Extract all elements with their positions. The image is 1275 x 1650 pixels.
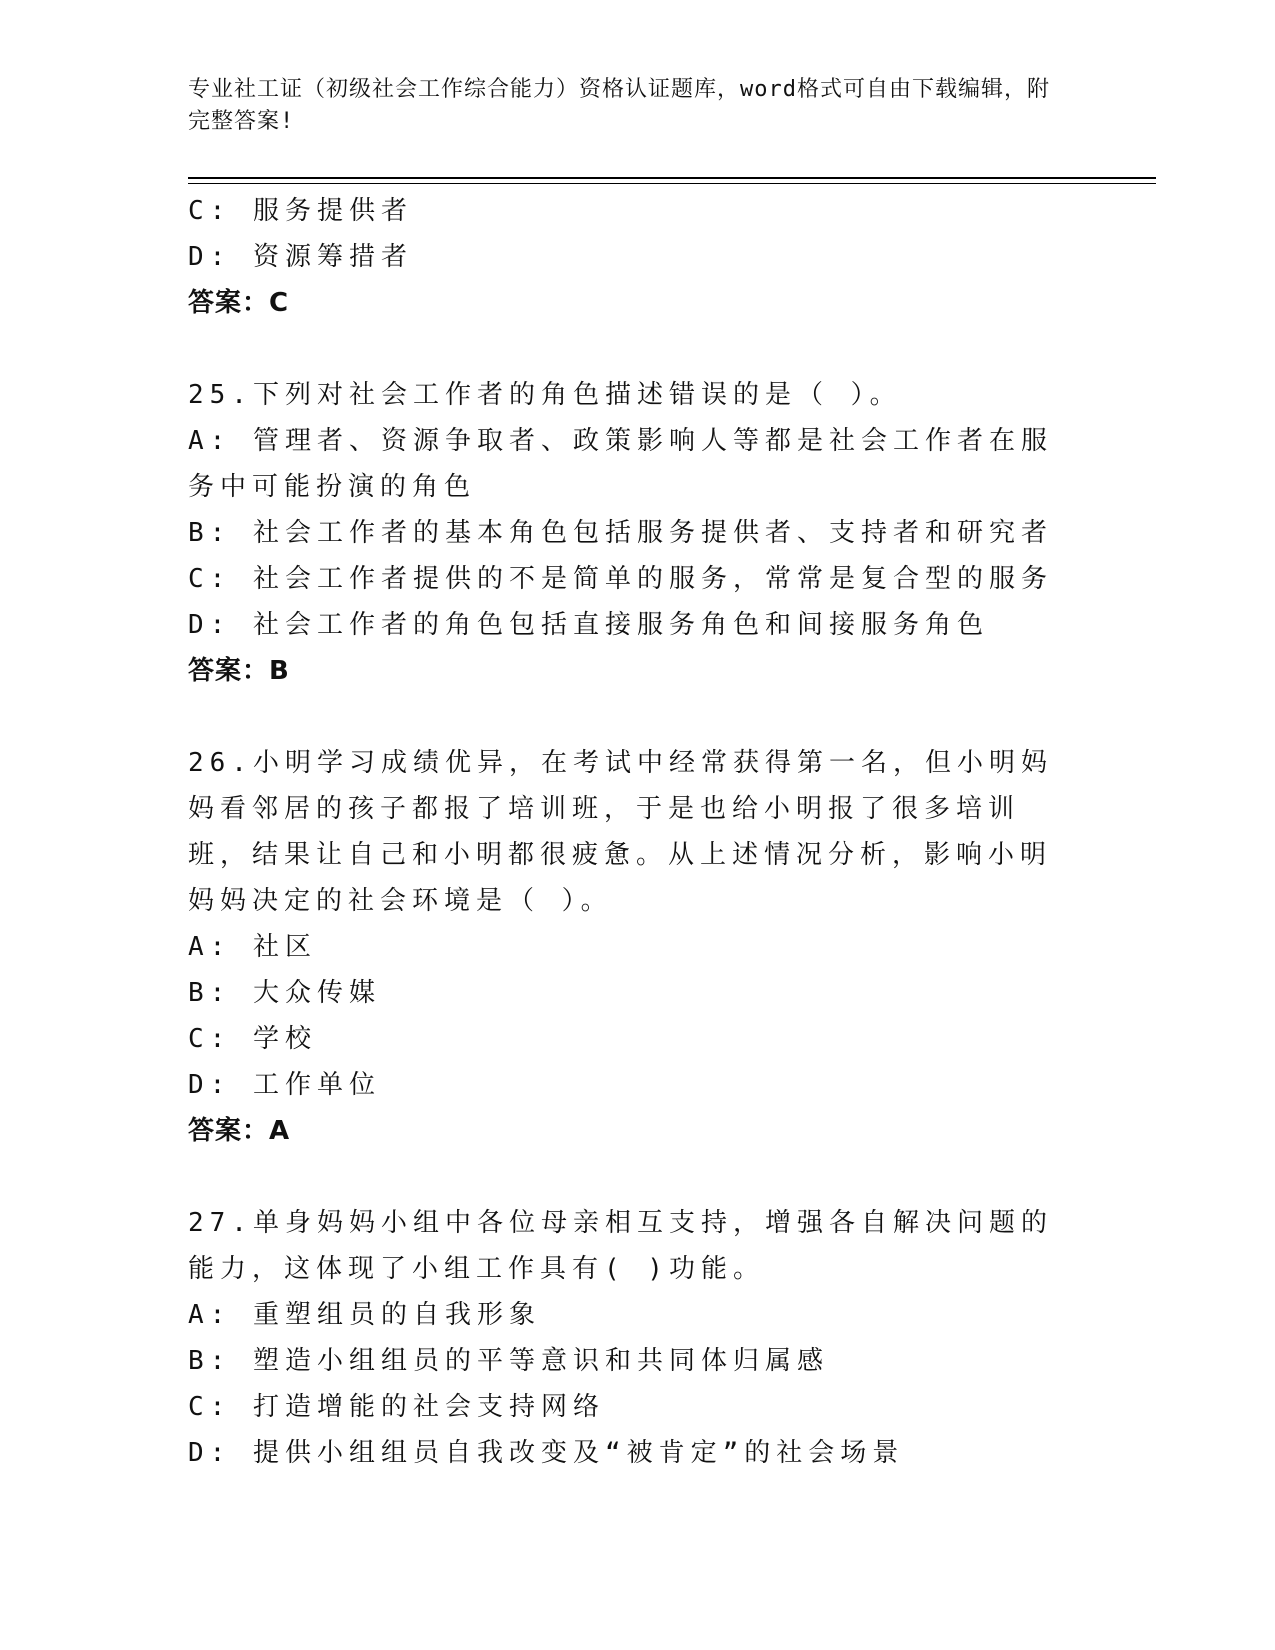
spacer bbox=[188, 1154, 1088, 1200]
option-b: B: 大众传媒 bbox=[188, 978, 381, 1008]
option-d: D: 提供小组组员自我改变及“被肯定”的社会场景 bbox=[188, 1438, 905, 1468]
answer-label: 答案：C bbox=[188, 288, 290, 318]
question-27 bbox=[188, 1200, 1088, 1476]
header-rule-bottom bbox=[188, 183, 1156, 184]
question-24-tail bbox=[188, 188, 1088, 326]
question-stem: 26.小明学习成绩优异，在考试中经常获得第一名，但小明妈妈看邻居的孩子都报了培训班，于是也给小明报了很多培训班，结果让自己和小明都很疲惫。从上述情况分析，影响小明妈妈决定的社会环境是（ ）。 bbox=[188, 748, 1053, 916]
question-stem: 27.单身妈妈小组中各位母亲相互支持，增强各自解决问题的能力，这体现了小组工作具有( )功能。 bbox=[188, 1208, 1053, 1284]
page-header bbox=[188, 74, 1068, 138]
option-a: A: 管理者、资源争取者、政策影响人等都是社会工作者在服务中可能扮演的角色 bbox=[188, 426, 1053, 502]
question-stem: 25.下列对社会工作者的角色描述错误的是（ ）。 bbox=[188, 380, 902, 410]
answer-label: 答案：B bbox=[188, 656, 290, 686]
spacer bbox=[188, 326, 1088, 372]
option-b: B: 塑造小组组员的平等意识和共同体归属感 bbox=[188, 1346, 829, 1376]
header-rule-top bbox=[188, 177, 1156, 179]
option-b: B: 社会工作者的基本角色包括服务提供者、支持者和研究者 bbox=[188, 518, 1053, 548]
header-title: 专业社工证（初级社会工作综合能力）资格认证题库，word格式可自由下载编辑，附完整答案! bbox=[188, 77, 1050, 134]
option-c: C: 学校 bbox=[188, 1024, 317, 1054]
option-d: D: 社会工作者的角色包括直接服务角色和间接服务角色 bbox=[188, 610, 989, 640]
option-d: D: 资源筹措者 bbox=[188, 242, 413, 272]
option-c: C: 社会工作者提供的不是简单的服务，常常是复合型的服务 bbox=[188, 564, 1053, 594]
option-c: C: 打造增能的社会支持网络 bbox=[188, 1392, 605, 1422]
answer-label: 答案：A bbox=[188, 1116, 291, 1146]
spacer bbox=[188, 694, 1088, 740]
option-d: D: 工作单位 bbox=[188, 1070, 381, 1100]
option-a: A: 社区 bbox=[188, 932, 317, 962]
option-c: C: 服务提供者 bbox=[188, 196, 413, 226]
question-content bbox=[188, 188, 1088, 1476]
option-a: A: 重塑组员的自我形象 bbox=[188, 1300, 541, 1330]
question-26 bbox=[188, 740, 1088, 1154]
question-25 bbox=[188, 372, 1088, 694]
